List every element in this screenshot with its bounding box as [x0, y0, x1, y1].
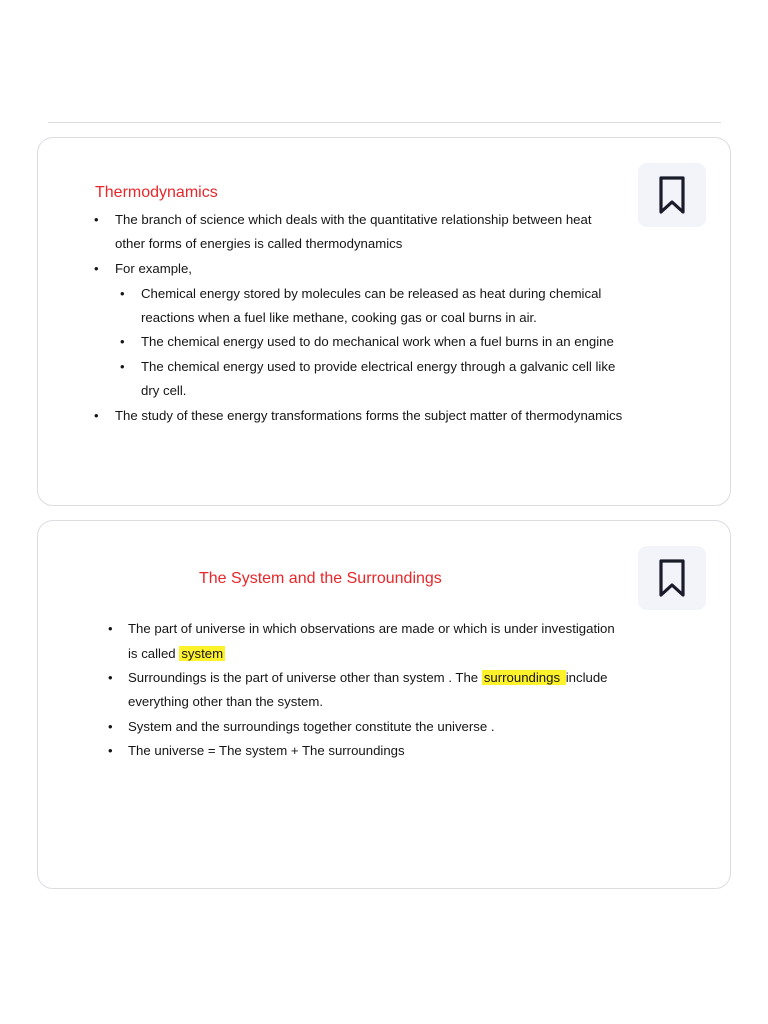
text-fragment: Surroundings is the part of universe other than system . The: [128, 670, 482, 685]
bookmark-icon: [657, 558, 687, 598]
text-line: everything other than the system.: [128, 694, 323, 709]
slide-card-thermodynamics: [37, 137, 731, 506]
bullet: •: [108, 719, 113, 734]
text-line: The universe = The system + The surroundings: [128, 743, 405, 758]
slide-title: The System and the Surroundings: [199, 570, 442, 587]
bullet: •: [94, 408, 99, 423]
sub-bullet: •: [120, 286, 125, 301]
text-line: The part of universe in which observations are made or which is under investigation: [128, 621, 615, 636]
bullet: •: [94, 212, 99, 227]
text-line: [128, 646, 225, 662]
text-line: reactions when a fuel like methane, cooking gas or coal burns in air.: [141, 310, 537, 325]
text-line: The branch of science which deals with the quantitative relationship between heat: [115, 212, 592, 227]
slide-title: Thermodynamics: [95, 184, 218, 201]
bullet: •: [108, 743, 113, 758]
slide-card-system-surroundings: [37, 520, 731, 889]
bullet: •: [108, 621, 113, 636]
text-line: System and the surroundings together constitute the universe .: [128, 719, 495, 734]
bookmark-button[interactable]: [638, 163, 706, 227]
text-fragment: include: [565, 670, 608, 685]
text-line: [128, 670, 608, 686]
text-line: Chemical energy stored by molecules can be released as heat during chemical: [141, 286, 602, 301]
bullet: •: [94, 261, 99, 276]
sub-bullet: •: [120, 334, 125, 349]
bullet: •: [108, 670, 113, 685]
text-line: The study of these energy transformations forms the subject matter of thermodynamics: [115, 408, 623, 423]
sub-bullet: •: [120, 359, 125, 374]
bookmark-button[interactable]: [638, 546, 706, 610]
bookmark-icon: [657, 175, 687, 215]
top-divider: [48, 122, 721, 123]
text-line: For example,: [115, 261, 192, 276]
text-line: The chemical energy used to do mechanical work when a fuel burns in an engine: [141, 334, 614, 349]
text-line: The chemical energy used to provide electrical energy through a galvanic cell like: [141, 359, 616, 374]
text-fragment: is called: [128, 646, 180, 661]
text-line: dry cell.: [141, 383, 187, 398]
text-line: other forms of energies is called thermodynamics: [115, 236, 403, 251]
highlight-system: system: [181, 646, 224, 661]
highlight-surroundings: surroundings: [483, 670, 564, 685]
